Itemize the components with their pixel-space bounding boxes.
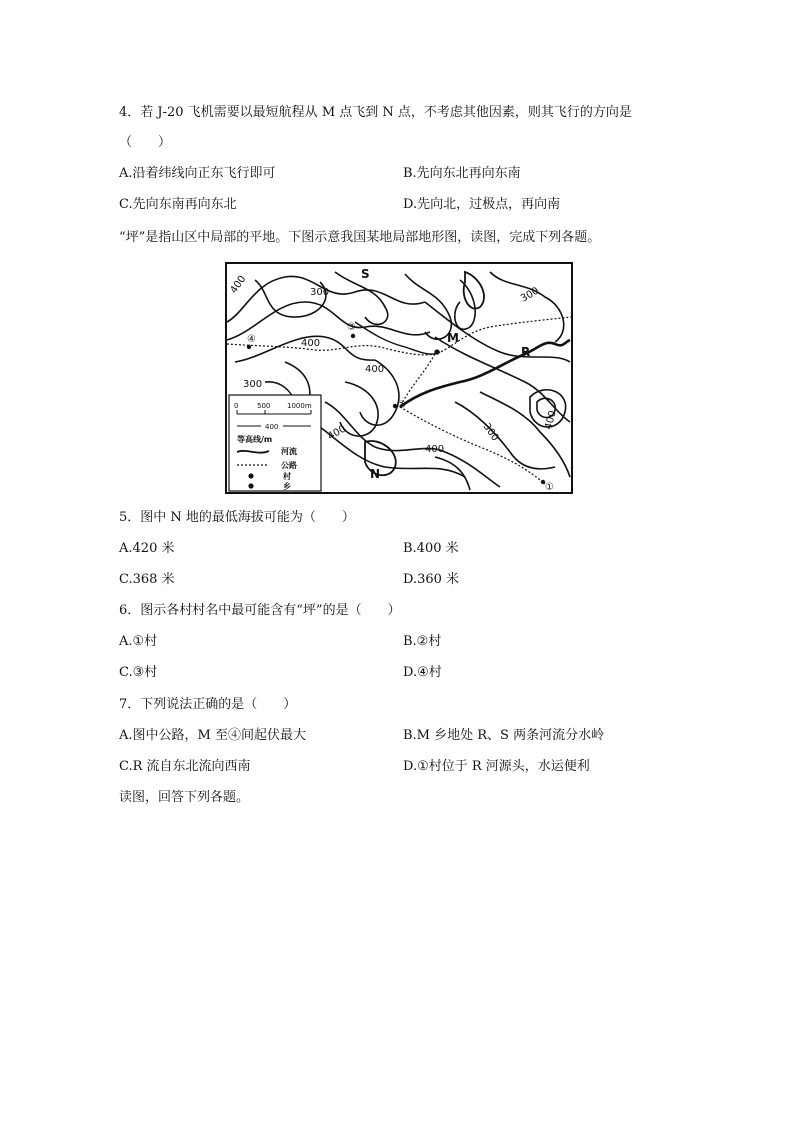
legend-river: 河流 [281,447,297,456]
legend-contour-value: 400 [265,423,279,431]
q4-option-a: A.沿着纬线向正东飞行即可 [119,166,276,181]
q6-option-c: C.③村 [119,665,158,680]
map-intro: “坪”是指山区中局部的平地。下图示意我国某地局部地形图，读图，完成下列各题。 [119,230,601,245]
contour-label-300-se: 300 [480,421,501,444]
next-section-intro: 读图，回答下列各题。 [119,790,250,805]
village-3: ③ [347,322,356,333]
legend-village: 村 [283,472,291,481]
legend-road: 公路 [281,461,297,470]
q7-stem: 7．下列说法正确的是（ ） [119,697,297,712]
village-4: ④ [247,334,256,345]
contour-label-400-w: 400 [301,338,321,349]
q4-option-b: B.先向东北再向东南 [403,166,521,181]
township-m-marker [434,349,439,354]
contour-label-400-sw: 400 [326,423,349,443]
map-letter-r: R [521,345,531,359]
q5-stem: 5．图中 N 地的最低海拔可能为（ ） [119,510,355,525]
topographic-map [225,262,573,494]
legend-scale-500: 500 [257,402,271,410]
q6-stem: 6．图示各村村名中最可能含有“坪”的是（ ） [119,603,401,618]
q4-stem: 4．若 J-20 飞机需要以最短航程从 M 点飞到 N 点，不考虑其他因素，则其飞行的方向是 [119,105,632,120]
village-2: ② [397,400,406,411]
q4-option-c: C.先向东南再向东北 [119,197,237,212]
map-letter-m: M [447,331,459,345]
q5-option-c: C.368 米 [119,572,175,587]
legend-contour-title: 等高线/m [237,435,273,444]
q7-option-c: C.R 流自东北流向西南 [119,759,251,774]
q6-option-a: A.①村 [119,634,158,649]
map-letter-n: N [370,467,381,481]
legend-township: 乡 [283,482,291,491]
legend-scale-0: 0 [234,402,239,410]
q6-option-b: B.②村 [403,634,442,649]
village-1: ① [545,482,554,493]
contour-label-300-w: 300 [243,379,263,390]
contour-label-400-nw: 400 [228,273,249,296]
q5-option-b: B.400 米 [403,541,459,556]
contour-label-300-n: 300 [310,287,330,298]
q7-option-b: B.M 乡地处 R、S 两条河流分水岭 [403,728,605,743]
contour-label-400-s: 400 [425,444,445,455]
map-letter-s: S [361,267,370,281]
q7-option-a: A.图中公路，M 至④间起伏最大 [119,728,306,743]
contour-label-300-ne: 300 [519,285,542,305]
q5-option-d: D.360 米 [403,572,460,587]
q7-option-d: D.①村位于 R 河源头，水运便利 [403,759,590,774]
q4-option-d: D.先向北，过极点，再向南 [403,197,561,212]
contour-label-400-e: 400 [543,409,559,431]
legend-scale-1000: 1000m [287,402,312,410]
q5-option-a: A.420 米 [119,541,175,556]
contour-label-400-center: 400 [365,364,385,375]
q6-option-d: D.④村 [403,665,442,680]
q4-paren: （ ） [119,135,172,150]
scale-legend [229,395,321,491]
